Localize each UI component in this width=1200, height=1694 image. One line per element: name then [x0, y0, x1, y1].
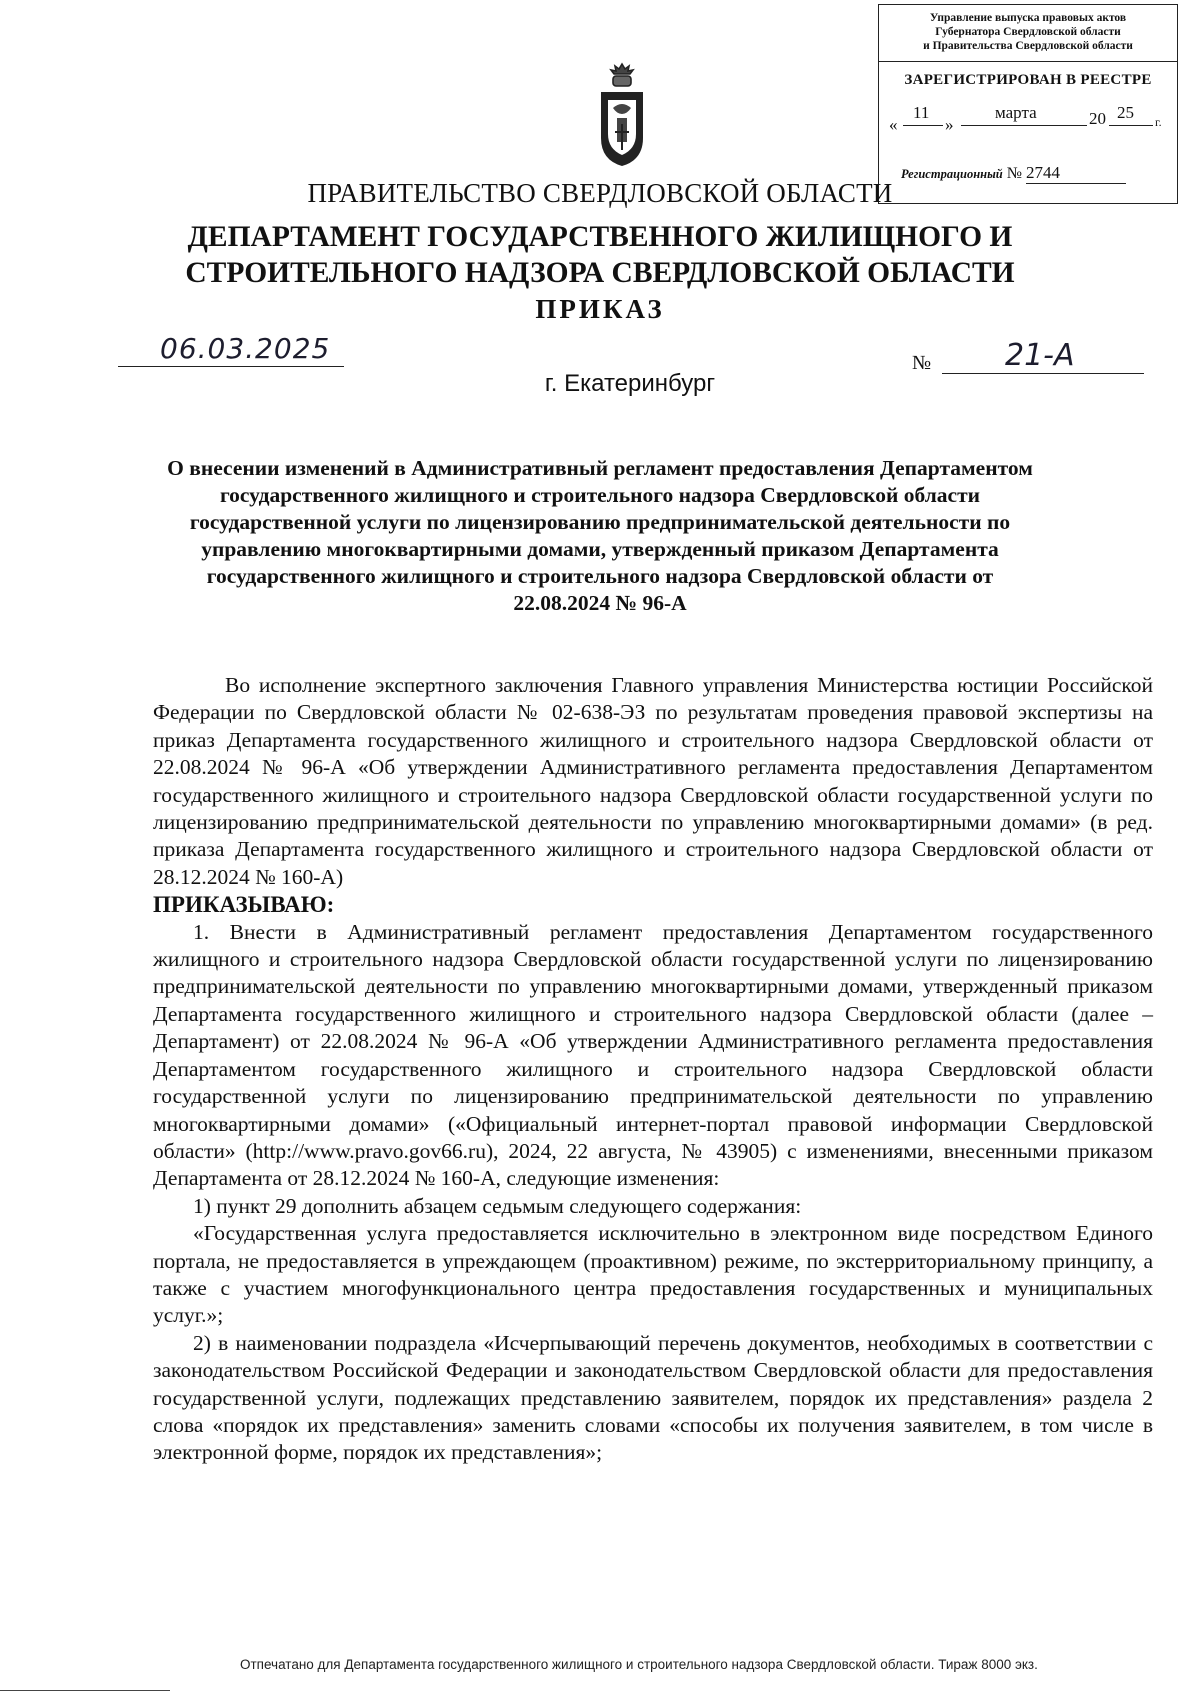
- subitem-1-paragraph: 1) пункт 29 дополнить абзацем седьмым следующего содержания:: [193, 1193, 802, 1218]
- stamp-month: марта: [995, 103, 1037, 122]
- stamp-number-sign: №: [1006, 165, 1022, 182]
- city: г. Екатеринбург: [544, 370, 716, 397]
- department-title-line: ДЕПАРТАМЕНТ ГОСУДАРСТВЕННОГО ЖИЛИЩНОГО И: [187, 221, 1013, 253]
- registry-stamp: [878, 4, 1178, 204]
- department-title: [0, 219, 1200, 291]
- footer-divider: [0, 1690, 170, 1691]
- handwritten-number: 21-А: [1005, 338, 1075, 373]
- government-title: ПРАВИТЕЛЬСТВО СВЕРДЛОВСКОЙ ОБЛАСТИ: [307, 178, 893, 208]
- stamp-reg-label: Регистрационный: [901, 167, 1003, 181]
- stamp-header-line: и Правительства Свердловской области: [923, 40, 1133, 52]
- stamp-year-prefix: 20: [1089, 109, 1106, 128]
- stamp-day: 11: [913, 103, 930, 122]
- preamble-paragraph: Во исполнение экспертного заключения Главного управления Министерства юстиции Российской Федерации по Свердловской области № 02-638-ЭЗ по результатам проведения правовой экспертизы на приказ Департамента государственного жилищного и строительного надзора Свердловской области от 22.08.2024 № 96-А «Об утверждении Административного регламента предоставления Департаментом государственного жилищного и строительного надзора Свердловской области государственной услуги по лицензированию предпринимательской деятельности по управлению многоквартирными домами» (в ред. приказа Департамента государственного жилищного и строительного надзора Свердловской области от 28.12.2024 № 160-А): [153, 673, 1153, 889]
- number-sign: №: [912, 352, 932, 374]
- stamp-header-line: Губернатора Свердловской области: [935, 26, 1121, 38]
- stamp-year-suffix: 25: [1117, 103, 1134, 122]
- stamp-open-quote: «: [889, 115, 898, 134]
- date-underline: [118, 366, 344, 367]
- stamp-close-quote: »: [945, 115, 954, 134]
- stamp-day-line: [903, 125, 943, 126]
- subitem-2-paragraph: 2) в наименовании подраздела «Исчерпывающий перечень документов, необходимых в соответствии с законодательством Российской Федерации и законодательством Свердловской области для предоставления государственной услуги, подлежащих представлению заявителем, порядок их представления» раздела 2 слова «порядок их представления» заменить словами «способы их получения заявителем, в том числе в электронной форме, порядок их представления»;: [153, 1330, 1153, 1465]
- item-1-paragraph: 1. Внести в Административный регламент предоставления Департаментом государственного жилищного и строительного надзора Свердловской области государственной услуги по лицензированию предпринимательской деятельности по управлению многоквартирными домами, утвержденный приказом Департамента государственного жилищного и строительного надзора Свердловской области (далее – Департамент) от 22.08.2024 № 96-А «Об утверждении Административного регламента предоставления Департаментом государственного жилищного и строительного надзора Свердловской области государственной услуги по лицензированию предпринимательской деятельности по управлению многоквартирными домами» («Официальный интернет-портал правовой информации Свердловской области» (http://www.pravo.gov66.ru), 2024, 22 августа, № 43905) с изменениями, внесенными приказом Департамента от 28.12.2024 № 160-А, следующие изменения:: [153, 919, 1153, 1191]
- document-type: ПРИКАЗ: [535, 294, 665, 324]
- stamp-reg-number: 2744: [1026, 163, 1126, 184]
- stamp-registered-label: ЗАРЕГИСТРИРОВАН В РЕЕСТРЕ: [904, 72, 1152, 88]
- order-word: ПРИКАЗЫВАЮ:: [153, 892, 335, 918]
- print-footer: Отпечатано для Департамента государственного жилищного и строительного надзора Свердловской области. Тираж 8000 экз.: [240, 1657, 1038, 1672]
- handwritten-date: 06.03.2025: [160, 332, 331, 365]
- stamp-year-unit: г.: [1155, 115, 1162, 129]
- subitem-1-quote-paragraph: «Государственная услуга предоставляется исключительно в электронном виде посредством Единого портала, не предоставляется в упреждающем (проактивном) режиме, по экстерриториальному принципу, а также с участием многофункционального центра предоставления государственных и муниципальных услуг.»;: [153, 1221, 1153, 1328]
- stamp-date: [885, 103, 1171, 135]
- department-title-line: СТРОИТЕЛЬНОГО НАДЗОРА СВЕРДЛОВСКОЙ ОБЛАСТИ: [185, 257, 1015, 289]
- order-body: [153, 672, 1153, 1467]
- stamp-month-line: [961, 125, 1087, 126]
- stamp-header-line: Управление выпуска правовых актов: [929, 12, 1127, 24]
- coat-of-arms-icon: [593, 62, 651, 170]
- stamp-year-line: [1109, 125, 1153, 126]
- stamp-header: [879, 5, 1177, 62]
- order-title: О внесении изменений в Административный регламент предоставления Департаментом государственного жилищного и строительного надзора Свердловской области государственной услуги по лицензированию предпринимательской деятельности по управлению многоквартирными домами, утвержденный приказом Департамента государственного жилищного и строительного надзора Свердловской области от 22.08.2024 № 96-А: [167, 456, 1033, 615]
